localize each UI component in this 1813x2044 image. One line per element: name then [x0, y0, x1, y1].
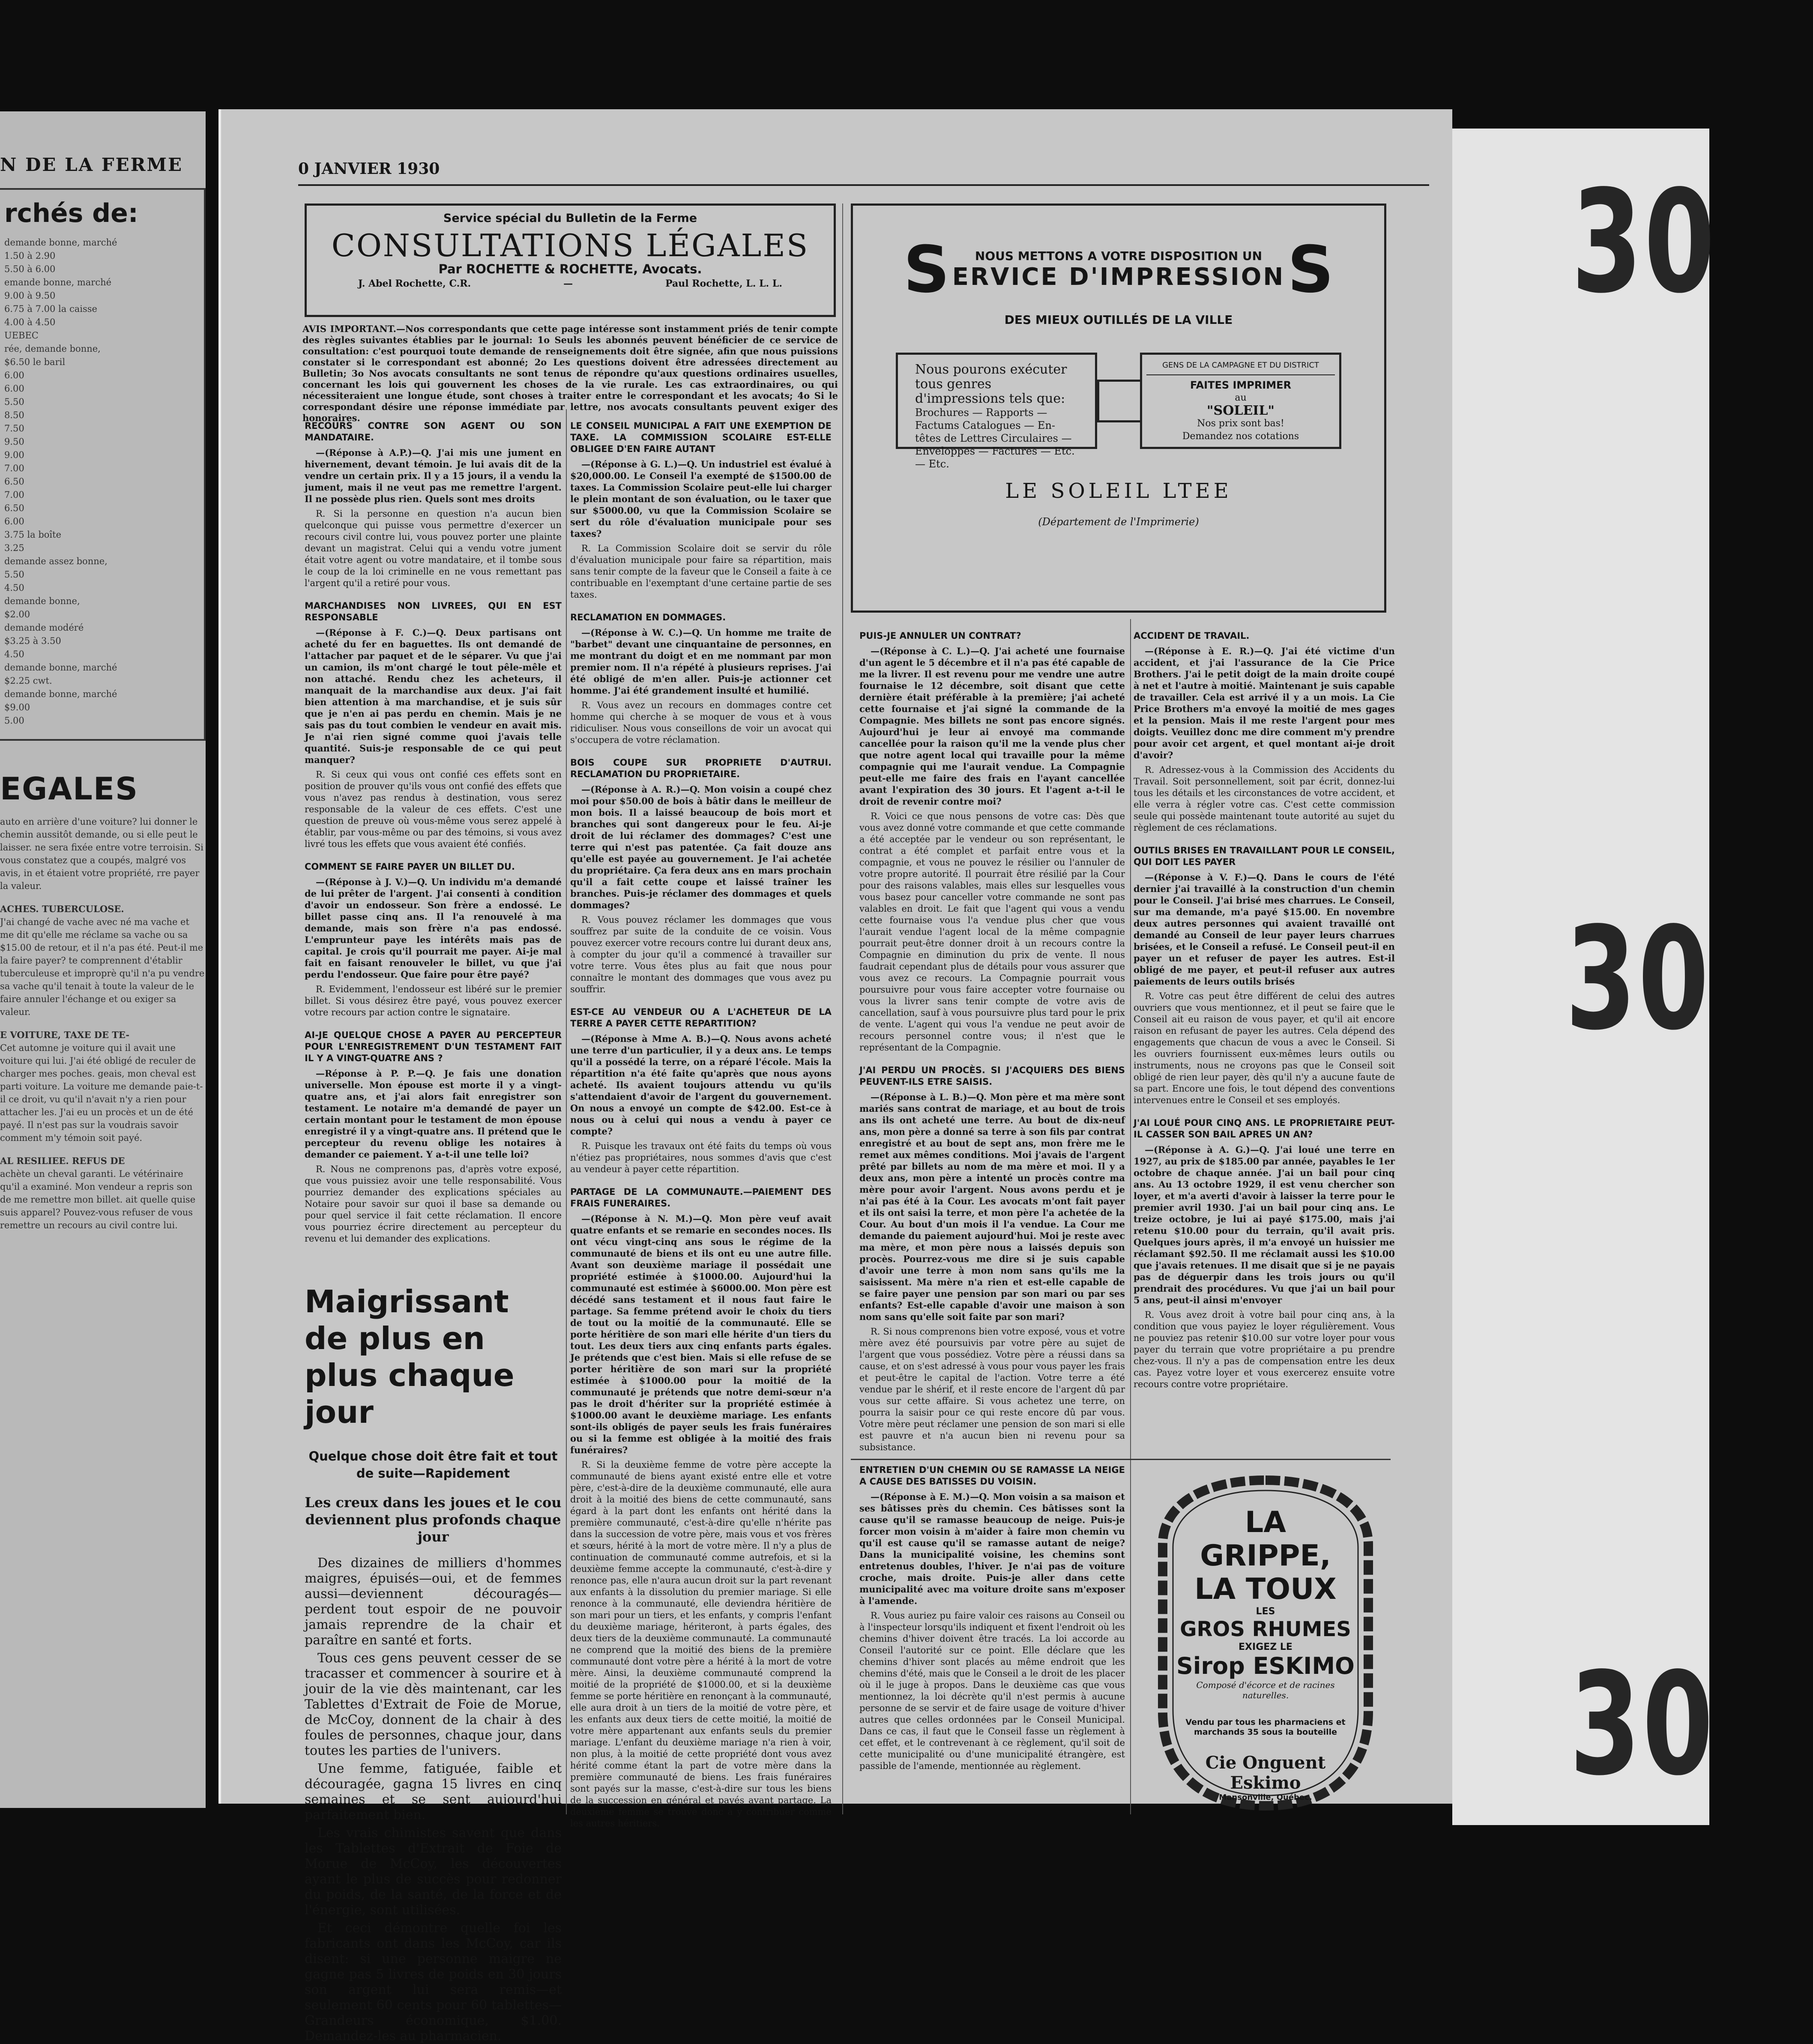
article-question: —(Réponse à A. G.)—Q. J'ai loué une terre en 1927, au prix de $185.00 par année, payables le 1er octobre de chaque année. J'ai un bail pour cinq ans. Au 13 octobre 1929, il est venu chercher son loyer, et m'a averti d'avoir à laisser la terre pour le premier avril 1930. J'ai un bail pour cinq ans. Le treize octobre, je lui ai payé $175.00, mais j'ai retenu $10.00 pour du terrain, qu'il avait pris. Quelques jours après, il m'a envoyé un huissier me réclamant $92.50. Il me réclamait aussi les $10.00 que j'avais retenues. Il me disait que si je ne payais pas de déguerpir dans les trois jours ou qu'il prendrait des procédures. Vu que j'ai un bail pour 5 ans, peut-il ainsi m'envoyer [1134, 1144, 1395, 1305]
article-headline: RECOURS CONTRE SON AGENT OU SON MANDATAIRE. [305, 421, 562, 443]
big-s-left: S [903, 233, 950, 307]
market-line: 6.00 [4, 516, 24, 527]
market-line: 4.00 à 4.50 [4, 317, 56, 327]
article-headline: PARTAGE DE LA COMMUNAUTE.—PAIEMENT DES FRAIS FUNERAIRES. [570, 1187, 832, 1209]
service-line: Service spécial du Bulletin de la Ferme [443, 212, 697, 225]
service-big-line: ERVICE D'IMPRESSION [952, 263, 1285, 291]
article-headline: LE CONSEIL MUNICIPAL A FAIT UNE EXEMPTION DE TAXE. LA COMMISSION SCOLAIRE EST-ELLE OBLIGEE D'EN FAIRE AUTANT [570, 421, 832, 454]
market-line: 3.75 la boîte [4, 530, 62, 540]
market-box-title: rchés de: [4, 198, 138, 228]
article-answer: R. Votre cas peut être différent de celui des autres ouvriers que vous mentionnez, et il peut se faire que le Conseil ait eu raison de vous payer, et qu'il ait encore raison en refusant de payer les autres. Cela dépend des engagements que chacun de vous a avec le Conseil. Si les ouvriers fournissent eux-mêmes leurs outils ou instruments, nous ne croyons pas que le Conseil soit obligé de rien leur payer, dès qu'il n'y a aucune faute de sa part. Encore une fois, le tout dépend des conventions intervenues entre le Conseil et ses employés. [1134, 991, 1395, 1105]
maigrissant-advertisement [305, 1283, 562, 2044]
notice-body: Nos correspondants que cette page intéresse sont instamment priés de tenir compte des règles suivantes établies par le journal: 1o Seuls les abonnés peuvent bénéficier de ce service de consultation: c'est pourquoi toute demande de renseignements doit être signée, afin que nous puissions constater si le correspondant est abonné; 2o Les questions doivent être adressées directement au Bulletin; 3o Nos avocats consultants ne sont tenus de répondre qu'aux questions ordinaires usuelles, concernant les lois qui gouvernent les choses de la vie rurale. Les cas extraordinaires, ou qui nécessiteraient une longue étude, sont choses à traiter entre le correspondant et les avocats; 4o Si le correspondant désire une réponse immédiate par lettre, nos avocats consultants peuvent exiger des honoraires. [302, 323, 838, 423]
article-answer: R. Vous pouvez réclamer les dommages que vous souffrez par suite de la conduite de ce voisin. Vous pouvez exercer votre recours contre lui durant deux ans, à compter du jour qu'il a commencé à travailler sur votre terre. Vous êtes plus au fait que nous pour connaître le montant des dommages que vous avez pu souffrir. [570, 915, 832, 994]
market-lines [4, 236, 204, 727]
service-subtitle: DES MIEUX OUTILLÉS DE LA VILLE [1004, 313, 1233, 327]
article-answer: R. Si nous comprenons bien votre exposé, vous et votre mère avez été poursuivis par votre père au sujet de l'argent que vous possédiez. Votre père a réussi dans sa cause, et on s'est adressé à vous pour vous payer les frais et peut-être le capital de l'action. Votre terre a été vendue par le shérif, et il reste encore de l'argent dû par vous sur cette affaire. Si vous achetez une terre, on pourra la saisir pour ce qui reste encore dû par vous. Votre mère peut réclamer une pension de son mari si elle est pauvre et n'a aucun bien ni revenu pour sa subsistance. [859, 1326, 1125, 1452]
left-text-block [0, 903, 206, 1018]
article-headline: EST-CE AU VENDEUR OU A L'ACHETEUR DE LA TERRE A PAYER CETTE REPARTITION? [570, 1007, 832, 1029]
maigrissant-lead: Les creux dans les joues et le cou deviennent plus profonds chaque jour [305, 1494, 562, 1545]
maigrissant-body [305, 1556, 562, 2044]
article-question: —(Réponse à L. B.)—Q. Mon père et ma mère sont mariés sans contrat de mariage, et au bout de trois ans ils ont acheté une terre. Au bout de dix-neuf ans, mon père a donné sa terre à son fils par contrat enregistré et au bout de sept ans, mon frère me le remet aux mêmes conditions. Moi j'avais de l'argent prêté par billets au nom de ma mère et moi. Il y a deux ans, mon père a intenté un procès contre ma mère pour avoir l'argent. Nous avons perdu et je n'ai pas été à la Cour. Les avocats m'ont fait payer et ils ont saisi la terre, et mon père l'a achetée de la Cour. Au bout d'un mois il l'a vendue. La Cour me demande du paiement aujourd'hui. Moi je reste avec ma mère, et mon père nous a laissés depuis son procès. Pourrez-vous me dire si je suis capable d'avoir une terre à mon nom sans qu'ils me la saisissent. Ma mère n'a rien et est-elle capable de se faire payer une pension par son mari ou par ses enfants? Est-elle capable d'avoir une maison à son nom sans qu'elle soit faite par son mari? [859, 1092, 1125, 1322]
left-text-head: AL RESILIEE. REFUS DE [0, 1155, 125, 1166]
grippe-line-2: LA TOUX [1194, 1572, 1337, 1606]
service-top-line: NOUS METTONS A VOTRE DISPOSITION UN [975, 249, 1263, 263]
article-answer: R. Evidemment, l'endosseur est libéré sur le premier billet. Si vous désirez être payé, vous pouvez exercer votre recours par action contre le signataire. [305, 984, 562, 1018]
film-frame-number-1: 30 [1571, 160, 1717, 324]
notice-lead: AVIS IMPORTANT.— [302, 323, 405, 334]
article-answer: R. Si ceux qui vous ont confié ces effets sont en position de prouver qu'ils vous ont confié des effets que vous n'avez pas rendus à destination, vous serez responsable de la valeur de ces effets. C'est une question de preuve où vous-même vous serez appelé à établir, par vous-même ou par des témoins, si vous avez livré tous les effets que vous avaient été confiés. [305, 769, 562, 849]
article-headline: COMMENT SE FAIRE PAYER UN BILLET DU. [305, 862, 515, 872]
market-line: 3.25 [4, 543, 24, 553]
consultations-title: CONSULTATIONS LÉGALES [331, 227, 809, 263]
maigrissant-subtitle: Quelque chose doit être fait et tout de suite—Rapidement [308, 1449, 558, 1481]
eskimo-syrup-advertisement [1150, 1472, 1381, 1814]
market-line: 7.50 [4, 423, 24, 434]
market-line: 8.50 [4, 410, 24, 420]
column-rule-horizontal [851, 1459, 1391, 1460]
market-line: demande bonne, [4, 596, 80, 606]
market-line: 5.50 [4, 569, 24, 580]
market-line: 4.50 [4, 583, 24, 593]
market-line: 6.50 [4, 476, 24, 487]
column-4 [1134, 619, 1395, 1472]
market-line: 9.00 [4, 450, 24, 460]
soleil-box-faites: FAITES IMPRIMER [1190, 379, 1292, 391]
header-rule [298, 184, 1429, 186]
article-question: —(Réponse à A. R.)—Q. Mon voisin a coupé chez moi pour $50.00 de bois à bâtir dans le meilleur de mon bois. Il a laissé beaucoup de bois mort et branches qui sont dangereux pour le feu. Ai-je droit de lui réclamer des dommages? C'est une terre qui n'est pas patentée. Ça fait douze ans qu'elle est payée au gouvernement. Je l'ai achetée du propriétaire. Ça fera deux ans en mars prochain qu'il a fait cette coupe et laissé traîner les branches. Puis-je réclamer des dommages et quels dommages? [570, 784, 832, 910]
article-headline: AI-JE QUELQUE CHOSE A PAYER AU PERCEPTEUR POUR L'ENREGISTREMENT D'UN TESTAMENT FAIT IL Y A VINGT-QUATRE ANS ? [305, 1030, 562, 1063]
consultations-header-box [305, 204, 836, 317]
article-headline: J'AI LOUÉ POUR CINQ ANS. LE PROPRIETAIRE PEUT-IL CASSER SON BAIL APRES UN AN? [1134, 1118, 1395, 1140]
grippe-company: Cie Onguent Eskimo [1205, 1753, 1326, 1793]
article-question: —(Réponse à A.P.)—Q. J'ai mis une jument en hivernement, devant témoin. Je lui avais dit de la vendre un certain prix. Il y a 15 jours, il a vendu la jument, mais il ne veut pas me remettre l'argent. Il ne possède plus rien. Quels sont mes droits [305, 447, 562, 504]
article-answer: R. Puisque les travaux ont été faits du temps où vous n'étiez pas propriétaires, nous sommes d'avis que c'est au vendeur à payer cette répartition. [570, 1141, 832, 1174]
article-question: —(Réponse à C. L.)—Q. J'ai acheté une fournaise d'un agent le 5 décembre et il n'a pas été capable de me la livrer. Il est revenu pour me vendre une autre fournaise le 12 décembre, soit disant que cette dernière était préférable à la première; j'ai acheté cette fournaise et j'ai signé la commande de la Compagnie. Mes billets ne sont pas encore signés. Aujourd'hui je leur ai envoyé ma commande cancellée pour la raison qu'il me la vende plus cher que notre agent local qui travaille pour la même compagnie qui me l'aurait vendue. La Compagnie peut-elle me faire des frais en l'ayant cancellée avant l'expiration des 30 jours. Et l'agent a-t-il le droit de revenir contre moi? [859, 646, 1125, 807]
grippe-exigez: EXIGEZ LE [1239, 1642, 1292, 1652]
article-question: —(Réponse à G. L.)—Q. Un industriel est évalué à $20,000.00. Le Conseil l'a exempté de $1500.00 de taxes. La Commission Scolaire peut-elle lui charger le plein montant de son évaluation, ou le taxer que sur $5000.00, vu que la Commission Scolaire se sert du rôle d'évaluation municipale pour ses taxes? [570, 459, 832, 539]
lawyer-names [307, 276, 834, 289]
article-headline: ENTRETIEN D'UN CHEMIN OU SE RAMASSE LA NEIGE A CAUSE DES BATISSES DU VOISIN. [859, 1465, 1125, 1487]
market-line: emande bonne, marché [4, 277, 112, 287]
left-adjacent-page [0, 111, 206, 1808]
left-legales-title: EGALES [0, 771, 138, 807]
maigrissant-paragraph: Une femme, fatiguée, faible et découragée, gagna 15 livres en cinq semaines et se sent aujourd'hui parfaitement bien. [305, 1761, 562, 1823]
grippe-les: LES [1256, 1606, 1275, 1617]
article-headline: J'AI PERDU UN PROCÈS. SI J'ACQUIERS DES BIENS PEUVENT-ILS ETRE SAISIS. [859, 1065, 1125, 1087]
soleil-box-demandez: Demandez nos cotations [1182, 431, 1299, 442]
grippe-composition: Composé d'écorce et de racines naturelles. [1196, 1680, 1335, 1700]
film-frame-number-2: 30 [1565, 897, 1711, 1061]
column-1 [305, 409, 562, 1253]
left-text-body: Cet automne je voiture qui il avait une voiture qui lui. J'ai été obligé de reculer de charger mes poches. geais, mon cheval est parti voiture. La voiture me demande paie-t-il ce droit, vu qu'il n'avait n'y a rien pour attacher les. J'ai eu un procès et un de été payé. Il n'est pas sur la voudrais savoir comment m'y témoin soit payé. [0, 1043, 203, 1143]
market-line: $2.00 [4, 609, 30, 619]
market-line: $2.25 cwt. [4, 676, 52, 686]
service-headline [853, 233, 1384, 307]
grippe-vendu: Vendu par tous les pharmaciens et marchands 35 sous la bouteille [1185, 1718, 1346, 1737]
left-page-header: N DE LA FERME [0, 154, 183, 175]
left-text-body: J'ai changé de vache avec né ma vache et me dit qu'elle me réclame sa vache ou sa $15.00 de retour, et il n'a pas été. Peut-il me la faire payer? te comprennent d'établir tuberculeuse et improprè qu'il n'a pu vendre sa vache qu'il tenait à toute la valeur de le faire annuler l'échange et ou exiger sa valeur. [0, 917, 205, 1017]
eskimo-text [1176, 1506, 1355, 1802]
article-answer: R. Adressez-vous à la Commission des Accidents du Travail. Soit personnellement, soit par écrit, donnez-lui tous les détails et les circonstances de votre accident, et elle verra à régler votre cas. C'est cette commission seule qui possède maintenant toute autorité au sujet du règlement de ces réclamations. [1134, 765, 1395, 833]
article-question: —(Réponse à E. M.)—Q. Mon voisin a sa maison et ses bâtisses près du chemin. Ces bâtisses sont la cause qu'il se ramasse beaucoup de neige. Puis-je forcer mon voisin à m'aider à faire mon chemin vu qu'il est cause qu'il se ramasse autant de neige? Dans la municipalité voisine, les chemins sont entretenus doubles, l'hiver. Je n'ai pas de voiture croche, mais droite. Puis-je aller dans cette municipalité avec ma voiture droite sans m'exposer à l'amende. [859, 1491, 1125, 1606]
grippe-line-3: GROS RHUMES [1180, 1617, 1351, 1641]
maigrissant-paragraph: Les vrais chimistes savent que dans les Tablettes d'Extrait de Foie de Morue de McCoy, les découvertes ayant le plus de succès pour redonner du poids, de la santé, de la force et de l'énergie, sont utilisées. [305, 1826, 562, 1918]
article-answer: R. Si la personne en question n'a aucun bien quelconque qui puisse vous permettre d'exercer un recours civil contre lui, vous pouvez porter une plainte devant un magistrat. Celui qui a vendu votre jument était votre agent ou votre mandataire, et il tombe sous le coup de la loi criminelle en ne vous remettant pas l'argent qu'il a retiré pour vous. [305, 509, 562, 588]
print-types-items: Brochures — Rapports — Factums Catalogues — En-têtes de Lettres Circulaires — Enveloppes — Factures — Etc. — Etc. [915, 407, 1075, 470]
article-question: —(Réponse à V. F.)—Q. Dans le cours de l'été dernier j'ai travaillé à la construction d'un chemin pour le Conseil. J'ai brisé mes charrues. Le Conseil, sur ma demande, m'a payé $15.00. En novembre deux autres personnes qui avaient travaillé ont demandé au Conseil de leur payer leurs charrues brisées, et le Conseil a refusé. Le Conseil peut-il en payer un et refuser de payer les autres. Est-il obligé de me payer, et peut-il refuser aux autres paiements de leurs outils brisés [1134, 872, 1395, 987]
soleil-box-gens: GENS DE LA CAMPAGNE ET DU DISTRICT [1146, 359, 1335, 375]
article-headline: OUTILS BRISES EN TRAVAILLANT POUR LE CONSEIL, QUI DOIT LES PAYER [1134, 845, 1395, 867]
market-line: 5.50 [4, 397, 24, 407]
article-question: —(Réponse à Mme A. B.)—Q. Nous avons acheté une terre d'un particulier, il y a deux ans. Le temps qu'il a possédé la terre, on a réparé l'école. Mais la répartition n'a été faite qu'après que nous ayons acheté. Ils avaient toujours attendu vu qu'ils s'attendaient d'avoir de l'argent du gouvernement. On nous a envoyé un compte de $42.00. Est-ce à nous ou à celui qui nous a vendu à payer ce compte? [570, 1033, 832, 1137]
left-text-head: ACHES. TUBERCULOSE. [0, 904, 124, 914]
market-line: 9.00 à 9.50 [4, 290, 56, 301]
page-date: 0 JANVIER 1930 [298, 160, 440, 178]
service-headline-middle [952, 249, 1285, 291]
service-info-boxes [853, 353, 1384, 470]
market-line: 6.50 [4, 503, 24, 513]
market-line: demande assez bonne, [4, 556, 108, 566]
left-text-block [0, 1155, 206, 1232]
article-answer: R. Vous auriez pu faire valoir ces raisons au Conseil ou à l'inspecteur lorsqu'ils indiquent et fixent l'endroit où les chemins d'hiver doivent être tracés. La loi accorde au Conseil l'autorité sur ce point. Elle déclare que les chemins d'hiver sont placés au même endroit que les chemins d'été, mais que le Conseil a le droit de les placer où il le juge à propos. Dans le deuxième cas que vous mentionnez, la loi décrète qu'il n'est permis à aucune personne de se servir et de faire usage de voiture d'hiver autres que celles ordonnées par le Conseil Municipal. Dans ce cas, il faut que le Conseil fasse un règlement à cet effet, et le contrevenant à ce règlement, qu'il soit de cette municipalité ou d'une municipalité étrangère, est passible de l'amende, mentionnée au règlement. [859, 1610, 1125, 1771]
market-line: 6.75 à 7.00 la caisse [4, 304, 97, 314]
company-name: LE SOLEIL LTEE [1005, 479, 1232, 503]
left-text-head: E VOITURE, TAXE DE TE- [0, 1029, 130, 1040]
maigrissant-paragraph: Des dizaines de milliers d'hommes maigres, épuisés—oui, et de femmes aussi—deviennent découragés—perdent tout espoir de ne pouvoir jamais reprendre de la chair et paraître en santé et forts. [305, 1556, 562, 1648]
article-question: —(Réponse à J. V.)—Q. Un individu m'a demandé de lui prêter de l'argent. J'ai consenti à condition d'avoir un endosseur. Son frère a endossé. Le billet passe cinq ans. Il l'a renouvelé à ma demande, mais son frère n'a pas endossé. L'emprunteur paye les intérêts mais pas de capital. Je crois qu'il pourrait me payer. Ai-je mal fait en faisant renouveler le billet, vu que j'ai perdu l'endosseur. Que faire pour être payé? [305, 877, 562, 980]
market-box [0, 188, 206, 741]
market-line: 7.00 [4, 463, 24, 473]
article-headline: MARCHANDISES NON LIVREES, QUI EN EST RESPONSABLE [305, 601, 562, 622]
left-legal-texts [0, 815, 206, 1232]
market-line: UEBEC [4, 330, 39, 341]
article-answer: R. Voici ce que nous pensons de votre cas: Dès que vous avez donné votre commande et que cette commande a été acceptée par le vendeur ou son représentant, le contrat a été complet et parfait entre vous et la compagnie, et vous ne pouvez le résilier ou l'annuler de votre propre autorité. Il pourrait être résilié par la Cour pour des raisons valables, mais elles sur lesquelles vous vous basez pour canceller votre commande ne sont pas valables en droit. Le fait que l'agent qui vous a vendu cette fournaise vous l'a vendue plus cher que vous l'aurait vendue l'agent local de la même compagnie pourrait peut-être donner droit à un recours contre la Compagnie en diminution du prix de vente. Il nous faudrait cependant plus de détails pour vous assurer que vous avez ce recours. La Compagnie pourrait vous poursuivre pour vous faire accepter votre fournaise ou vous la livrer sans tenir compte de votre avis de cancellation, sauf à vous poursuivre plus tard pour le prix de vente. L'agent qui vous l'a vendue ne peut avoir de recours personnel contre vous; il n'est que le représentant de la Compagnie. [859, 811, 1125, 1053]
market-line: 9.50 [4, 437, 24, 447]
market-line: 5.00 [4, 715, 24, 726]
market-line: demande bonne, marché [4, 689, 117, 699]
print-types-intro: Nous pourons exécuter tous genres d'impressions tels que: [915, 362, 1067, 406]
grippe-product: Sirop ESKIMO [1176, 1652, 1355, 1679]
market-line: $9.00 [4, 702, 30, 712]
market-line: $6.50 le baril [4, 357, 66, 367]
article-answer: R. Vous avez droit à votre bail pour cinq ans, à la condition que vous payiez le loyer régulièrement. Vous ne pouviez pas retenir $10.00 sur votre loyer pour vous payer du terrain que votre propriétaire a pu prendre chez-vous. Il n'y a pas de compensation entre les deux cas. Payez votre loyer et vous exercerez ensuite votre recours contre votre propriétaire. [1134, 1310, 1395, 1389]
article-answer: R. Nous ne comprenons pas, d'après votre exposé, que vous puissiez avoir une telle responsabilité. Vous pourriez demander des explications spéciales au Notaire pour savoir sur quoi il base sa demande ou pour quel service il fait cette réclamation. Il encore vous pourriez écrire directement au percepteur du revenu et lui demander des explications. [305, 1164, 562, 1244]
soleil-box-prix: Nos prix sont bas! [1197, 418, 1284, 429]
column-2 [570, 409, 832, 1829]
column-rule [566, 409, 567, 1814]
grippe-location: Mansonville, Québec. [1219, 1793, 1312, 1802]
box-connector [1097, 380, 1140, 422]
article-headline: ACCIDENT DE TRAVAIL. [1134, 631, 1250, 641]
maigrissant-paragraph: Et ceci démontre quelle foi les fabricants ont dans les McCoy, car ils disent: si une personne maigre ne gagne pas 5 livres de poids en 30 jours son argent lui sera remis—et seulement 60 cents pour 60 tablettes—Grandeurs économique, $1.00. Demandez-les au pharmacien. [305, 1921, 562, 2044]
market-line: 4.50 [4, 649, 24, 659]
lawyer-name-right: Paul Rochette, L. L. L. [665, 278, 782, 289]
article-question: —Réponse à P. P.—Q. Je fais une donation universelle. Mon épouse est morte il y a vingt-quatre ans, et j'ai alors fait enregistrer son testament. Le notaire m'a demandé de payer un certain montant pour le testament de mon épouse enregistré il y a vingt-quatre ans. Il prétend que le percepteur du revenu oblige les notaires à demander ce paiement. Y a-t-il une telle loi? [305, 1068, 562, 1160]
print-types-box [896, 353, 1097, 470]
important-notice [302, 323, 838, 424]
grippe-line-1: LA GRIPPE, [1200, 1505, 1331, 1573]
market-line: rée, demande bonne, [4, 344, 101, 354]
left-text-body: auto en arrière d'une voiture? lui donner le chemin aussitôt demande, ou si elle peut le laisser. ne sera fixée entre votre terroisin. Si vous constatez que a coupés, malgré vos avis, in et étaient votre propriété, rre payer la valeur. [0, 817, 203, 891]
consultations-byline: Par ROCHETTE & ROCHETTE, Avocats. [438, 262, 702, 276]
company-department: (Département de l'Imprimerie) [1038, 516, 1199, 528]
newspaper-page [218, 109, 1452, 2044]
market-line: demande bonne, marché [4, 237, 117, 248]
service-impressions-advertisement [851, 204, 1386, 613]
left-text-block [0, 815, 206, 892]
maigrissant-paragraph: Tous ces gens peuvent cesser de se tracasser et commencer à sourire et à jouir de la vie dès maintenant, car les Tablettes d'Extrait de Foie de Morue, de McCoy, donnent de la chair à des foules de personnes, chaque jour, dans toutes les parties de l'univers. [305, 1651, 562, 1758]
article-answer: R. Si la deuxième femme de votre père accepte la communauté de biens ayant existé entre elle et votre père, c'est-à-dire de la deuxième communauté, elle aura droit à la moitié des biens de cette communauté, sans égard à la part dont les enfants ont hérité dans la première communauté, c'est-à-dire qu'elle n'hérite pas dans la succession de votre père, mais vous et vos frères et sœurs, hérité à la mort de votre mère. Il n'y a plus de continuation de communauté comme autrefois, et si la deuxième femme accepte la communauté, c'est-à-dire y renonce pas, elle n'aura aucun droit sur la part revenant aux enfants à la dissolution du premier mariage. Si elle renonce à la communauté, elle deviendra héritière de son mari pour un tiers, et les enfants, y compris l'enfant du deuxième mariage, hériteront, à parts égales, des deux tiers de la deuxième communauté. La communauté ne comprend que la moitié des biens de la première communauté dont votre père a hérité à la mort de votre mère. Ainsi, la deuxième communauté comprend la moitié de la propriété de $1000.00, et si la deuxième femme se porte héritière en renonçant à la communauté, elle aura droit à un tiers de la moitié de votre père, et les enfants aux deux tiers de cette moitié, la moitié de votre mère appartenant aux enfants seuls du premier mariage. L'enfant du deuxième mariage n'a rien à voir, non plus, à la moitié de cette propriété dont vous avez hérité comme étant la part de votre mère dans la première communauté de biens. Les frais funéraires sont payés sur la masse, c'est-à-dire sur tous les biens de la succession en général et payés avant partage. La deuxième femme se trouve donc à y contribuer comme les autres héritiers. [570, 1460, 832, 1829]
soleil-box-name: "SOLEIL" [1206, 403, 1275, 418]
market-line: demande modéré [4, 622, 84, 633]
article-question: —(Réponse à E. R.)—Q. J'ai été victime d'un accident, et j'ai l'assurance de la Cie Price Brothers. J'ai le petit doigt de la main droite coupé à net et l'autre à moitié. Maintenant je suis capable de travailler. Cela est arrivé il y a un mois. La Cie Price Brothers m'a envoyé la moitié de mes gages et la pension. Mais il me reste l'argent pour mes doigts. Veuillez donc me dire comment m'y prendre pour avoir cet argent, et quel montant ai-je droit d'avoir? [1134, 646, 1395, 760]
market-line: 6.00 [4, 383, 24, 394]
market-line: 1.50 à 2.90 [4, 251, 56, 261]
article-headline: BOIS COUPE SUR PROPRIETE D'AUTRUI. RECLAMATION DU PROPRIETAIRE. [570, 757, 832, 779]
left-text-body: achète un cheval garanti. Le vétérinaire qu'il a examiné. Mon vendeur a repris son de me remettre mon billet. ait quelle quise suis apparel? Pouvez-vous refuser de vous remettre un recours au civil contre lui. [0, 1169, 196, 1230]
article-question: —(Réponse à F. C.)—Q. Deux partisans ont acheté du fer en baguettes. Ils ont demandé de l'attacher par paquet et de le séparer. Vu que j'ai un camion, ils m'ont chargé le tout pêle-mêle et non attaché. Rendu chez les acheteurs, il manquait de la marchandise aux deux. J'ai fait bien attention à ma marchandise, et je suis sûr que je n'en ai pas perdu en chemin. Mais je ne sais pas du tout combien le vendeur en avait mis. Je n'ai rien signé comme quoi j'avais telle quantité. Suis-je responsable de ce qui peut manquer? [305, 627, 562, 765]
article-headline: RECLAMATION EN DOMMAGES. [570, 612, 726, 622]
article-answer: R. La Commission Scolaire doit se servir du rôle d'évaluation municipale pour faire sa répartition, mais sans tenir compte de la faveur que le Conseil a faite à ce contribuable en l'exemptant d'une certaine partie de ses taxes. [570, 543, 832, 600]
left-text-block [0, 1029, 206, 1144]
market-line: 5.50 à 6.00 [4, 264, 56, 274]
column-rule [1130, 619, 1131, 1814]
soleil-box-au: au [1235, 392, 1247, 403]
column-rule [842, 204, 843, 1814]
article-headline: PUIS-JE ANNULER UN CONTRAT? [859, 631, 1021, 641]
article-question: —(Réponse à W. C.)—Q. Un homme me traite de "barbet" devant une cinquantaine de personnes, en me montrant du doigt et en me nommant par mon premier nom. Il n'a répété à plusieurs reprises. J'ai été obligé de m'en aller. Puis-je actionner cet homme. J'ai été grandement insulté et humilié. [570, 627, 832, 696]
article-answer: R. Vous avez un recours en dommages contre cet homme qui cherche à se moquer de vous et à vous ridiculiser. Nous vous conseillons de voir un avocat qui s'occupera de votre réclamation. [570, 700, 832, 745]
big-s-right: S [1287, 233, 1334, 307]
maigrissant-title: Maigrissant de plus en plus chaque jour [305, 1284, 515, 1430]
film-frame-number-3: 30 [1570, 1642, 1715, 1807]
market-line: $3.25 à 3.50 [4, 636, 61, 646]
market-line: demande bonne, marché [4, 662, 117, 673]
lawyer-name-separator: — [563, 278, 573, 289]
article-question: —(Réponse à N. M.)—Q. Mon père veuf avait quatre enfants et se remarie en secondes noces. Ils ont vécu vingt-cinq ans sous le régime de la communauté de biens et ils ont eu une autre fille. Avant son deuxième mariage il possédait une propriété estimée à $1000.00. Aujourd'hui la communauté est estimée à $6000.00. Mon père est décédé sans testament et il nous faut faire le partage. Sa femme prétend avoir le choix du tiers de tout ou la moitié de la communauté. Elle se porte héritière de son mari elle hérite d'un tiers du tout. Les deux tiers aux cinq enfants parts égales. Je prétends que c'est bien. Mais si elle refuse de se porter héritière de son mari sur la propriété estimée à $1000.00 pour la moitié de la communauté je prétends que notre demi-sœur n'a pas le droit d'hériter sur la propriété estimée à $1000.00 avant le deuxième mariage. Les enfants sont-ils obligés de payer seuls les frais funéraires ou si la femme est obligée à la moitié des frais funéraires? [570, 1213, 832, 1455]
soleil-box [1140, 353, 1341, 449]
market-line: 7.00 [4, 490, 24, 500]
lawyer-name-left: J. Abel Rochette, C.R. [358, 278, 471, 289]
column-3 [859, 619, 1125, 1814]
market-line: 6.00 [4, 370, 24, 380]
